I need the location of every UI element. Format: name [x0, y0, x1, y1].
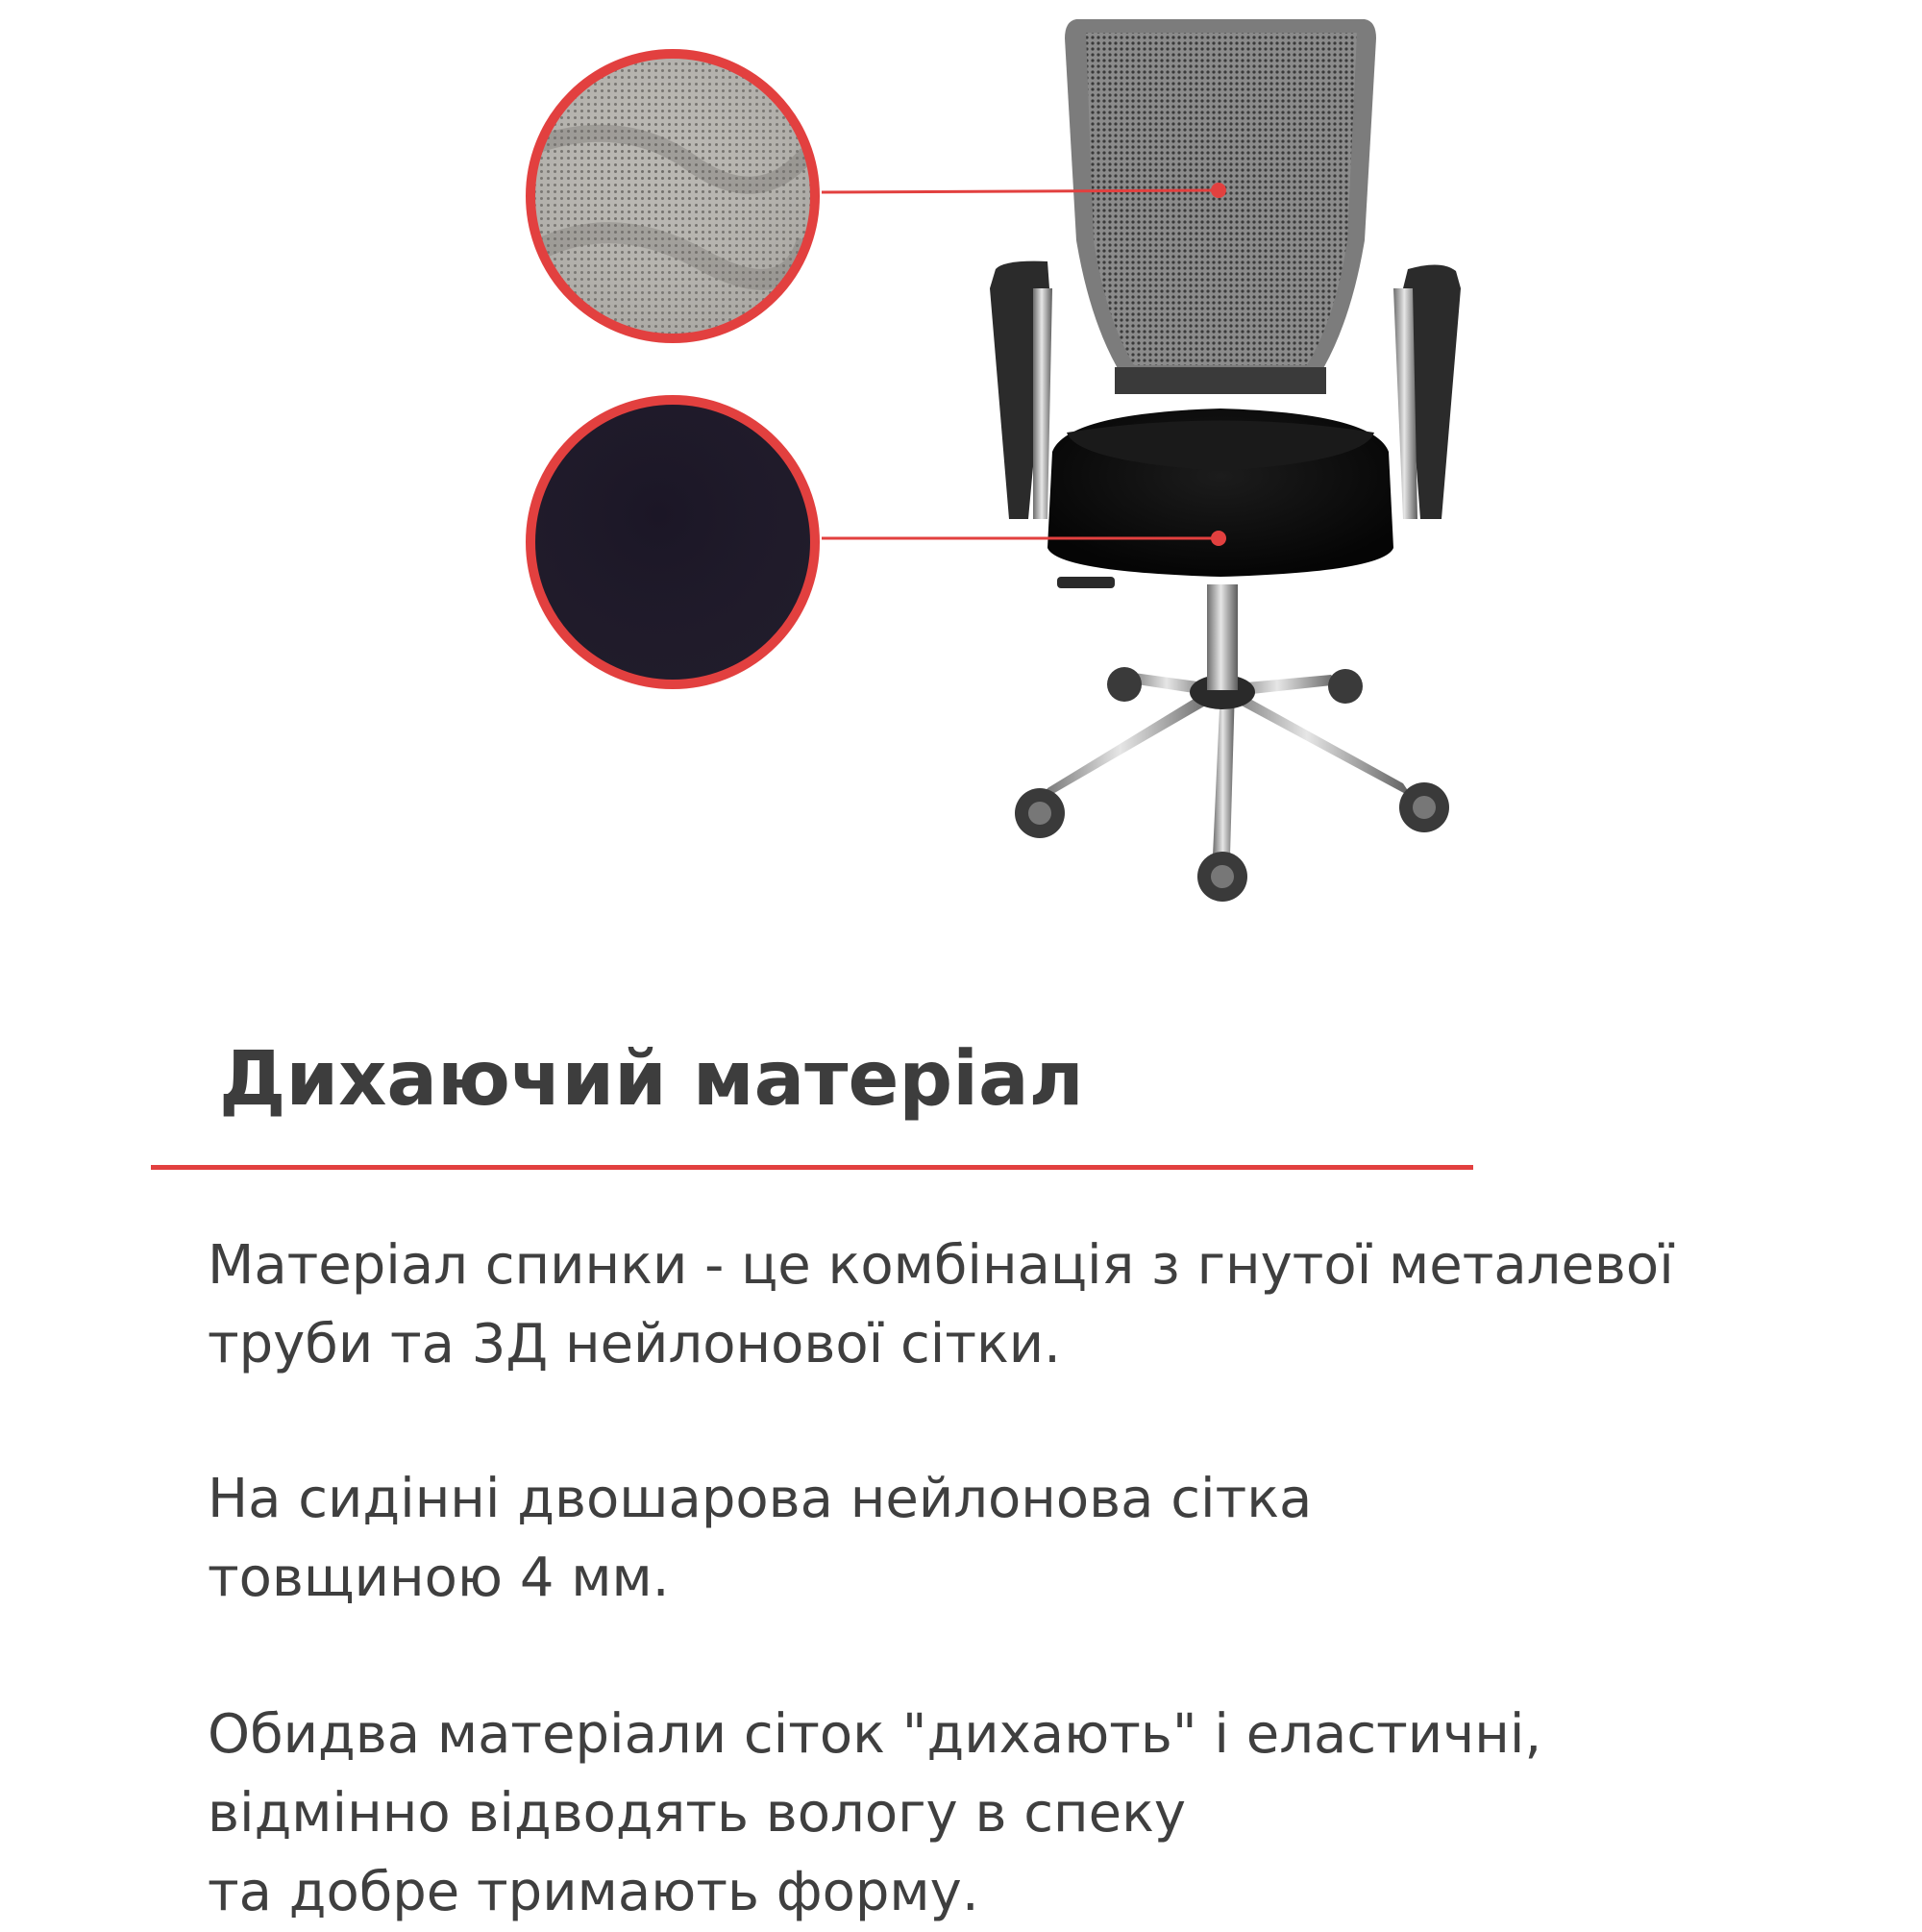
- chair-seat: [1047, 409, 1393, 588]
- chair-base: [1015, 584, 1449, 902]
- paragraph-line: та добре тримають форму.: [208, 1861, 979, 1923]
- seat-fabric-swatch: [530, 400, 815, 684]
- chair-illustration: [0, 0, 1922, 961]
- paragraph-line: Обидва матеріали сіток "дихають" і еластичні,: [208, 1703, 1542, 1766]
- paragraph-line: труби та 3Д нейлонової сітки.: [208, 1313, 1061, 1375]
- paragraph-seat: [208, 1460, 1312, 1618]
- paragraph-breathable: [208, 1696, 1541, 1932]
- title-divider: [151, 1165, 1473, 1170]
- paragraph-line: відмінно відводять вологу в спеку: [208, 1782, 1187, 1845]
- section-title: Дихаючий матеріал: [219, 1036, 1084, 1123]
- paragraph-line: На сидінні двошарова нейлонова сітка: [208, 1468, 1313, 1530]
- mesh-backrest-swatch: [530, 54, 815, 338]
- chair-backrest: [1065, 19, 1376, 394]
- paragraph-line: Матеріал спинки - це комбінація з гнутої металевої: [208, 1234, 1674, 1297]
- paragraph-backrest: [208, 1226, 1674, 1384]
- paragraph-line: товщиною 4 мм.: [208, 1547, 670, 1609]
